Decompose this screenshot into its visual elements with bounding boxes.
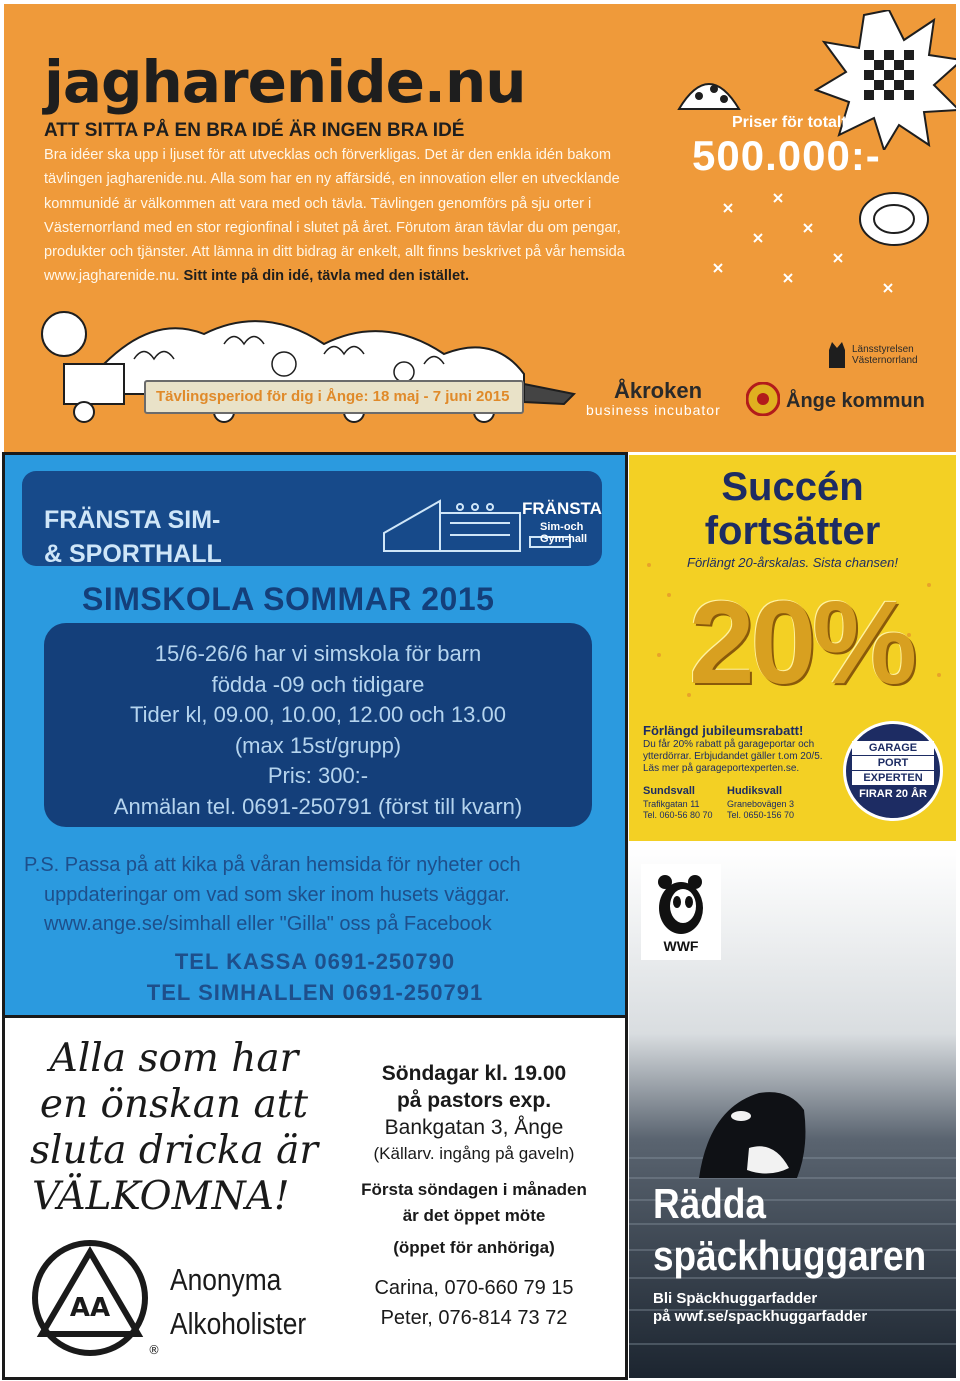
wwf-link[interactable]: på wwf.se/spackhuggarfadder (653, 1308, 868, 1325)
competition-period: Tävlingsperiod för dig i Ånge: 18 maj - 7 juni 2015 (144, 380, 524, 414)
address-line: Tel. 0650-156 70 (727, 810, 795, 820)
simhall-frame (2, 452, 628, 1018)
store-city: Sundsvall (643, 785, 695, 797)
wwf-ad (629, 848, 956, 1378)
info-line: Anmälan tel. 0691-250791 (först till kvarn) (113, 793, 523, 819)
lansstyrelsen-logo: Länsstyrelsen Västernorrland (852, 344, 918, 366)
badge-line: GARAGE (852, 741, 934, 755)
ps-line: P.S. Passa på att kika på våran hemsida för nyheter och (24, 854, 521, 876)
script-line: VÄLKOMNA! (32, 1174, 290, 1219)
wwf-subtitle: Bli Späckhuggarfadder (653, 1290, 818, 1307)
meeting-address: Bankgatan 3, Ånge (384, 1116, 564, 1139)
fransta-logo-sub1: Sim-och (540, 521, 584, 533)
address-line: Granebovägen 3 (727, 799, 795, 809)
ad-body-text (44, 143, 659, 289)
badge-name (852, 740, 934, 786)
rabatt-heading: Förlängd jubileumsrabatt! (643, 723, 804, 738)
garage-title-line1: Succén (721, 465, 864, 509)
ps-line: uppdateringar om vad som sker inom husets väggar. (44, 883, 510, 906)
aa-name-line: Anonyma (170, 1262, 282, 1297)
ange-kommun-emblem-icon (746, 382, 780, 416)
doodle-scatter-icon (684, 174, 954, 304)
meeting-entrance: (Källarv. ingång på gaveln) (373, 1144, 575, 1163)
wwf-title (653, 1178, 926, 1282)
badge-firar: FIRAR 20 ÅR (859, 788, 927, 800)
contact: Carina, 070-660 79 15 (374, 1277, 574, 1299)
simhall-title-line1: FRÄNSTA SIM- (44, 506, 221, 534)
store-address (727, 799, 794, 821)
info-line: (max 15st/grupp) (234, 732, 402, 758)
info-line: Tider kl, 09.00, 10.00, 12.00 och 13.00 (130, 702, 506, 727)
badge-line: PORT (852, 756, 934, 770)
aa-logo-letters: AA (69, 1293, 111, 1323)
monthly-meeting: är det öppet möte (402, 1206, 546, 1225)
jagharenide-logo: jagharenide.nu (44, 48, 526, 116)
info-line: 15/6-26/6 har vi simskola för barn (154, 641, 482, 666)
script-line: en önskan att (39, 1082, 309, 1127)
garageport-ad (629, 455, 956, 841)
discount-percent: 20% (689, 577, 914, 709)
garage-title (629, 465, 956, 553)
simhall-title-line2: & SPORTHALL (44, 540, 222, 568)
address-line: Trafikgatan 11 (643, 799, 700, 809)
info-line: födda -09 och tidigare (211, 671, 425, 697)
badge-line: EXPERTEN (852, 771, 934, 785)
address-line: Tel. 060-56 80 70 (643, 810, 713, 820)
ad-body: Bra idéer ska upp i ljuset för att utvecklas och förverkligas. Det är den enkla idén bakom tävlingen jagharenide.nu. Alla som har en ny affärsidé, en innovation eller en utvecklande kommunidé är välkommen att vara med och tävla. Tävlingen genomförs på sju orter i Västernorrland med en stor regionfinal i slutet på året. Förutom äran tävlar du om pengar, produkter och tjänster. Att lämna in ditt bidrag är enkelt, allt finns beskrivet på vår hemsida www.jagharenide.nu. (44, 147, 625, 285)
meeting-place: på pastors exp. (396, 1089, 552, 1112)
crown-emblem-icon (826, 340, 848, 370)
ange-kommun-logo: Ånge kommun (786, 390, 925, 412)
store-city: Hudiksvall (727, 785, 783, 797)
garage-subtitle: Förlängt 20-årskalas. Sista chansen! (687, 555, 898, 570)
dome-doodle-icon (674, 64, 744, 114)
wwf-title-line: Rädda (653, 1180, 766, 1227)
tel-simhallen: TEL SIMHALLEN 0691-250791 (146, 979, 484, 1005)
meeting-time: Söndagar kl. 19.00 (381, 1062, 567, 1085)
jagharenide-ad (4, 4, 956, 452)
script-line: sluta dricka är (29, 1128, 319, 1173)
script-line: Alla som har (49, 1036, 299, 1081)
aa-frame (2, 1015, 628, 1380)
fransta-logo-text: FRÄNSTA (522, 499, 602, 518)
store-address (643, 799, 713, 821)
akroken-subtitle: business incubator (586, 402, 721, 418)
simskola-heading: SIMSKOLA SOMMAR 2015 (82, 581, 495, 617)
akroken-logo: Åkroken (614, 378, 703, 403)
aa-name-line: Alkoholister (170, 1306, 307, 1341)
rabatt-text: Du får 20% rabatt på garageportar och ytterdörrar. Erbjudandet gäller t.om 20/5. Läs mer på garageportexperten.se. (643, 739, 823, 774)
contact: Peter, 076-814 73 72 (380, 1307, 568, 1329)
panda-icon (655, 872, 707, 936)
wwf-logo-text: WWF (663, 938, 699, 954)
registered-mark: ® (148, 1343, 160, 1357)
garage-title-line2: fortsätter (704, 509, 881, 553)
ad-headline: ATT SITTA PÅ EN BRA IDÉ ÄR INGEN BRA IDÉ (44, 120, 465, 141)
fransta-logo-sub2: Gym-hall (540, 533, 588, 545)
monthly-meeting: (öppet för anhöriga) (393, 1238, 555, 1257)
ad-body-highlight: Sitt inte på din idé, tävla med den istället. (183, 268, 469, 285)
prize-value: 500.000:- (692, 132, 881, 179)
monthly-meeting: Första söndagen i månaden (361, 1180, 587, 1199)
ps-line: www.ange.se/simhall eller "Gilla" oss på Facebook (44, 913, 492, 935)
info-line: Pris: 300:- (267, 763, 369, 788)
wwf-title-line: späckhuggaren (653, 1232, 927, 1279)
wwf-logo (641, 864, 721, 960)
garageport-experten-badge (843, 721, 943, 821)
prize-label: Priser för totalt (732, 114, 847, 131)
tel-kassa: TEL KASSA 0691-250790 (174, 949, 456, 974)
